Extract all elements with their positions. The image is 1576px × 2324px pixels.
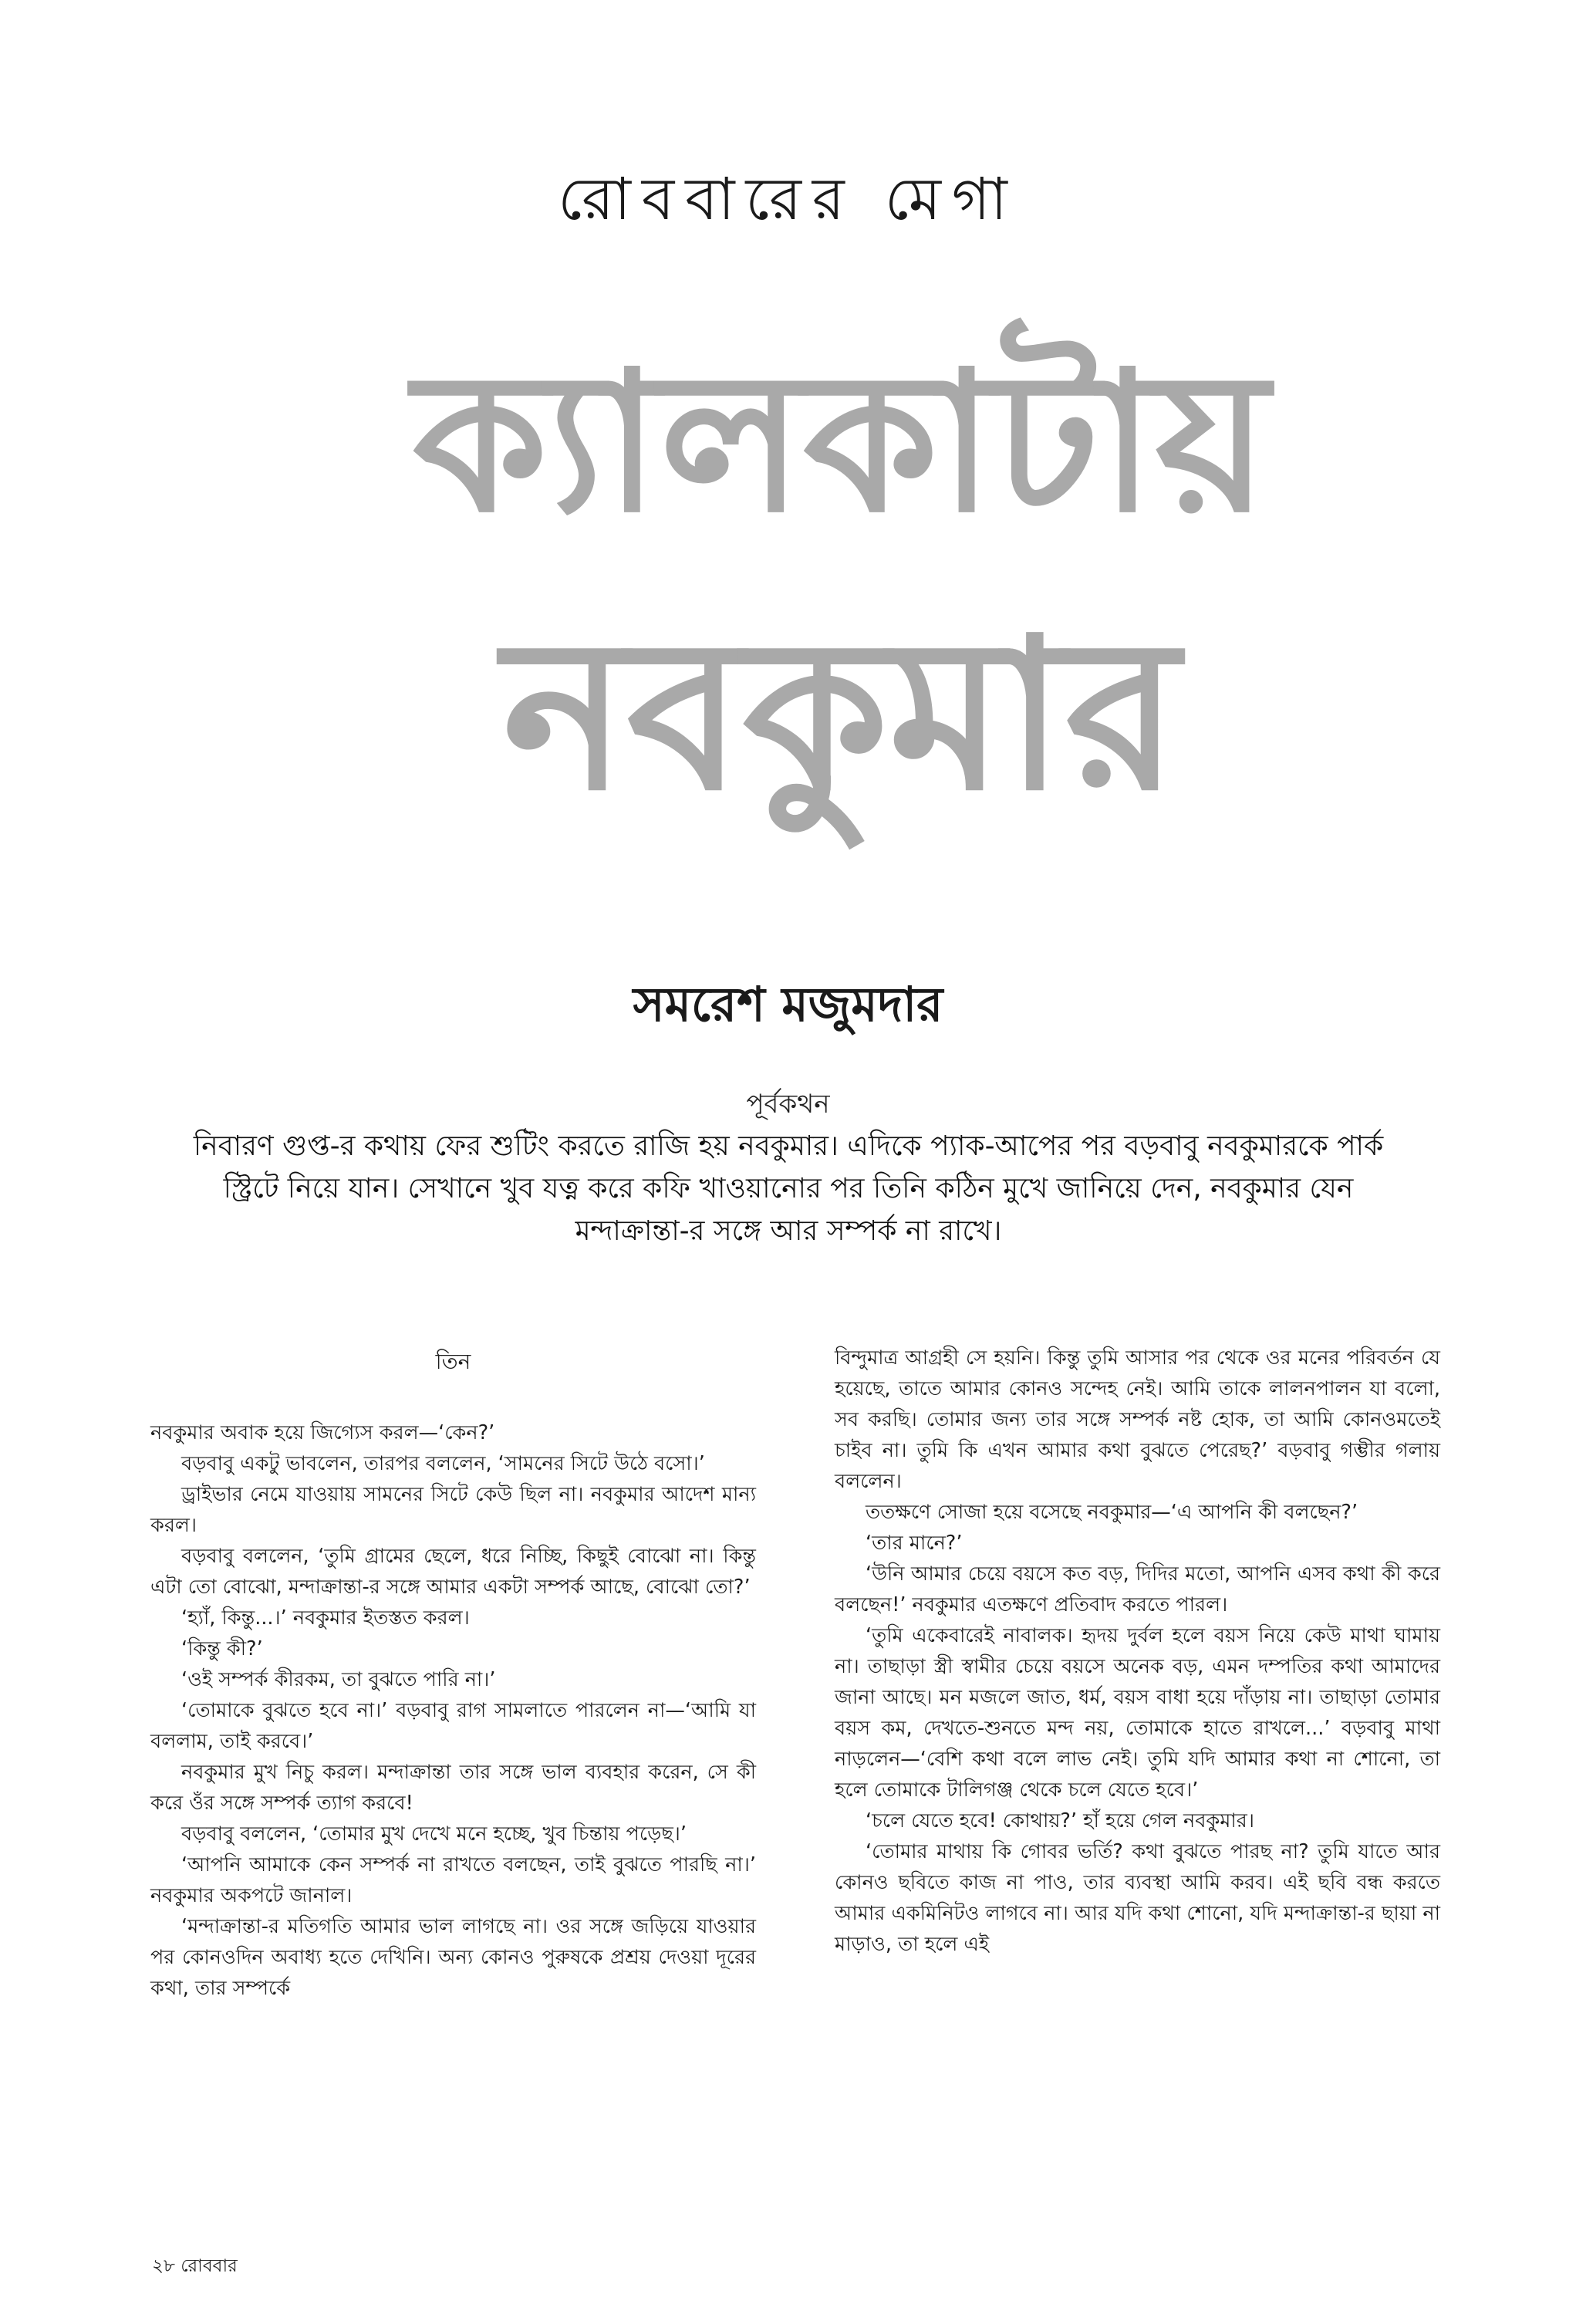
paragraph: ড্রাইভার নেমে যাওয়ায় সামনের সিটে কেউ ছিল না। নবকুমার আদেশ মান্য করল। xyxy=(150,1483,756,1537)
paragraph: ‘তুমি একেবারেই নাবালক। হৃদয় দুর্বল হলে বয়স নিয়ে কেউ মাথা ঘামায় না। তাছাড়া স্ত্রী স্বামীর চেয়ে বয়সে অনেক বড়, এমন দম্পতির কথা আমাদের জানা আছে। মন মজলে জাত, ধর্ম, বয়স বাধা হয়ে দাঁড়ায় না। তাছাড়া তোমার বয়স কম, দেখতে-শুনতে মন্দ নয়, তোমাকে হাতে রাখলে...’ বড়বাবু মাথা নাড়লেন—‘বেশি কথা বলে লাভ নেই। তুমি যদি আমার কথা না শোনো, তা হলে তোমাকে টালিগঞ্জ থেকে চলে যেতে হবে।’ xyxy=(835,1624,1440,1802)
paragraph: ‘আপনি আমাকে কেন সম্পর্ক না রাখতে বলছেন, তাই বুঝতে পারছি না।’ নবকুমার অকপটে জানাল। xyxy=(150,1853,756,1907)
paragraph: ‘হ্যাঁ, কিন্তু...।’ নবকুমার ইতস্তত করল। xyxy=(181,1606,470,1630)
author-byline: সমরেশ মজুমদার xyxy=(633,976,943,1032)
title-line-2: নবকুমার xyxy=(502,593,1179,836)
paragraph: ‘মন্দাক্রান্তা-র মতিগতি আমার ভাল লাগছে না। ওর সঙ্গে জড়িয়ে যাওয়ার পর কোনওদিন অবাধ্য হতে দেখিনি। অন্য কোনও পুরুষকে প্রশ্রয় দেওয়া দূরের কথা, তার সম্পর্কে xyxy=(150,1915,756,2000)
series-kicker: রোববারের মেগা xyxy=(558,164,1018,233)
paragraph: ‘তোমাকে বুঝতে হবে না।’ বড়বাবু রাগ সামলাতে পারলেন না—‘আমি যা বললাম, তাই করবে।’ xyxy=(150,1699,756,1753)
paragraph: ততক্ষণে সোজা হয়ে বসেছে নবকুমার—‘এ আপনি কী বলছেন?’ xyxy=(866,1501,1358,1524)
paragraph: বড়বাবু বললেন, ‘তোমার মুখ দেখে মনে হচ্ছে, খুব চিন্তায় পড়েছ।’ xyxy=(181,1822,687,1846)
title-line-1: ক্যালকাটায় xyxy=(413,330,1269,555)
paragraph: ‘তোমার মাথায় কি গোবর ভর্তি? কথা বুঝতে পারছ না? তুমি যাতে আর কোনও ছবিতে কাজ না পাও, তার ব্যবস্থা আমি করব। এই ছবি বন্ধ করতে আমার একমিনিটও লাগবে না। আর যদি কথা শোনো, যদি মন্দাক্রান্তা-র ছায়া না মাড়াও, তা হলে এই xyxy=(835,1840,1440,1956)
page-folio: ২৮ রোববার xyxy=(152,2256,238,2276)
paragraph: নবকুমার অবাক হয়ে জিগ্যেস করল—‘কেন?’ xyxy=(150,1421,495,1444)
paragraph: ‘ওই সম্পর্ক কীরকম, তা বুঝতে পারি না।’ xyxy=(181,1668,496,1691)
story-title-art xyxy=(339,255,1342,872)
paragraph: বড়বাবু বললেন, ‘তুমি গ্রামের ছেলে, ধরে নিচ্ছি, কিছুই বোঝো না। কিন্তু এটা তো বোঝো, মন্দাক্রান্তা-র সঙ্গে আমার একটা সম্পর্ক আছে, বোঝো তো?’ xyxy=(150,1545,756,1599)
chapter-number: তিন xyxy=(435,1349,471,1374)
paragraph: বিন্দুমাত্র আগ্রহী সে হয়নি। কিন্তু তুমি আসার পর থেকে ওর মনের পরিবর্তন যে হয়েছে, তাতে আমার কোনও সন্দেহ নেই। আমি তাকে লালনপালন যা বলো, সব করছি। তোমার জন্য তার সঙ্গে সম্পর্ক নষ্ট হোক, তা আমি কোনওমতেই চাইব না। তুমি কি এখন আমার কথা বুঝতে পেরেছ?’ বড়বাবু গম্ভীর গলায় বললেন। xyxy=(835,1346,1440,1493)
left-column xyxy=(150,1346,756,2172)
paragraph: ‘তার মানে?’ xyxy=(866,1532,963,1555)
paragraph: ‘কিন্তু কী?’ xyxy=(181,1637,263,1660)
paragraph: ‘চলে যেতে হবে! কোথায়?’ হাঁ হয়ে গেল নবকুমার। xyxy=(866,1809,1254,1833)
recap-summary: নিবারণ গুপ্ত-র কথায় ফের শুটিং করতে রাজি হয় নবকুমার। এদিকে প্যাক-আপের পর বড়বাবু নবকুমারকে পার্ক স্ট্রিটে নিয়ে যান। সেখানে খুব যত্ন করে কফি খাওয়ানোর পর তিনি কঠিন মুখে জানিয়ে দেন, নবকুমার যেন মন্দাক্রান্তা-র সঙ্গে আর সম্পর্ক না রাখে। xyxy=(193,1130,1384,1247)
paragraph: নবকুমার মুখ নিচু করল। মন্দাক্রান্তা তার সঙ্গে ভাল ব্যবহার করেন, সে কী করে ওঁর সঙ্গে সম্পর্ক ত্যাগ করবে! xyxy=(150,1761,756,1815)
paragraph: ‘উনি আমার চেয়ে বয়সে কত বড়, দিদির মতো, আপনি এসব কথা কী করে বলছেন!’ নবকুমার এতক্ষণে প্রতিবাদ করতে পারল। xyxy=(835,1562,1440,1616)
right-column xyxy=(835,1343,1440,2184)
recap-heading: পূর্বকথন xyxy=(746,1089,830,1120)
paragraph: বড়বাবু একটু ভাবলেন, তারপর বললেন, ‘সামনের সিটে উঠে বসো।’ xyxy=(181,1452,705,1475)
